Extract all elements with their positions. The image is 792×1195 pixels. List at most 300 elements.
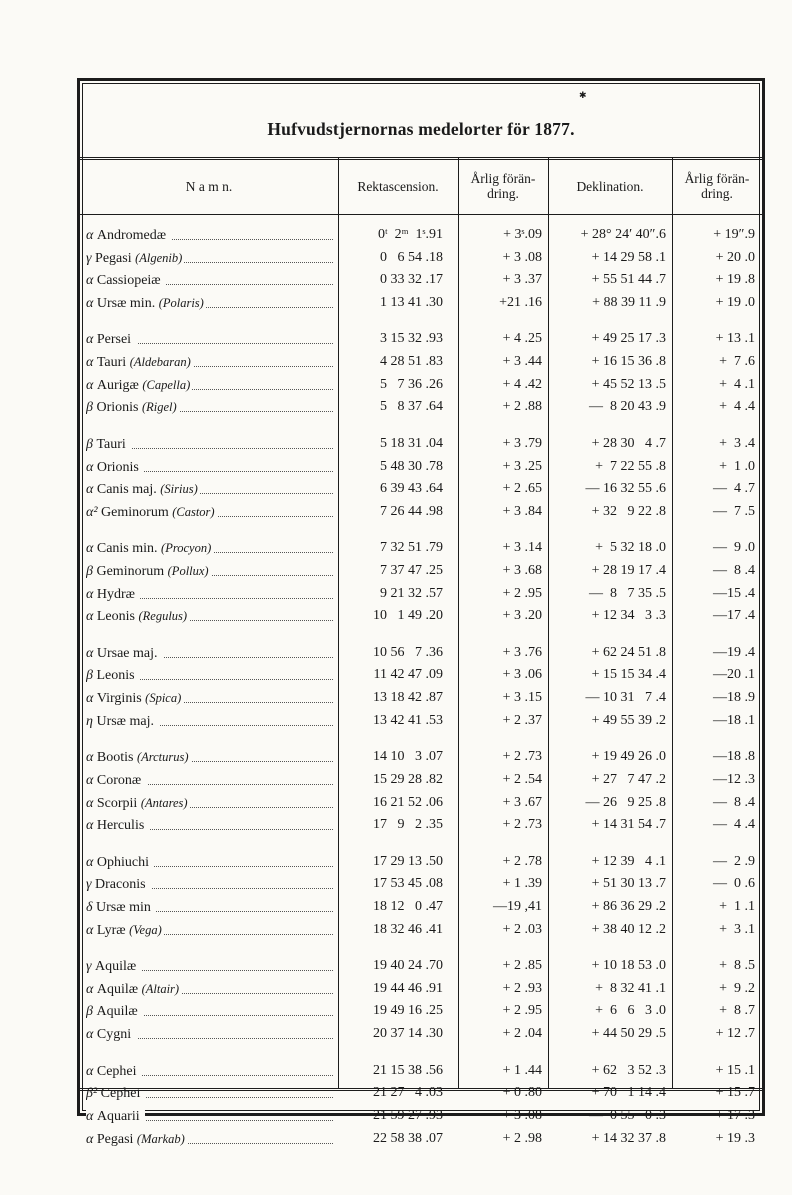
declination: + 19 49 26 .0 [591,749,666,765]
annual-change-ra: + 3 .20 [502,608,542,624]
right-ascension: 1 13 41 .30 [380,294,443,310]
proper-name: (Sirius) [160,482,198,497]
right-ascension: 18 12 0 .47 [373,899,443,914]
header-change-ra [458,158,548,214]
star-name-text [86,378,192,393]
annual-change-ra: + 1 .39 [502,876,542,892]
column-header-row [80,158,762,215]
right-ascension: 20 37 14 .30 [373,1026,443,1042]
star-name-cell [86,1060,333,1084]
star-group [80,537,762,627]
annual-change-ra: + 2 .88 [502,399,542,415]
star-group [80,955,762,1045]
star-letter: β [86,436,93,452]
annual-change-ra: + 2 .98 [502,1130,542,1146]
constellation: Canis min. [96,541,158,557]
right-ascension: 6 39 43 .64 [380,481,443,497]
annual-change-dec: —12 .3 [713,771,755,787]
declination: + 28 19 17 .4 [591,563,666,578]
declination: + 32 9 22 .8 [591,503,666,519]
proper-name: (Capella) [142,377,191,392]
star-name-text [86,482,200,497]
constellation: Coronæ [96,772,142,788]
table-row [80,583,762,606]
table-row [80,247,762,270]
star-name-text [86,460,144,475]
proper-name: (Aldebaran) [129,355,191,370]
star-name-cell [86,873,333,897]
declination: + 62 3 52 .3 [591,1062,666,1078]
star-name-cell [86,664,333,688]
declination: + 15 15 34 .4 [591,667,666,683]
right-ascension: 14 10 3 .07 [373,749,443,765]
star-letter: α [86,377,94,393]
table-row [80,351,762,374]
table-row [80,456,762,479]
constellation: Cassiopeiæ [96,273,161,289]
table-row [80,919,762,942]
table-row [80,687,762,710]
table-frame [77,78,765,1147]
right-ascension: 13 18 42 .87 [373,690,443,706]
right-ascension: 19 40 24 .70 [373,958,443,974]
star-group [80,851,762,941]
bottom-rule [80,1088,762,1113]
star-name-text [86,251,184,266]
declination: + 55 51 44 .7 [591,272,666,288]
right-ascension: 7 32 51 .79 [380,540,443,556]
declination: + 16 15 36 .8 [591,354,666,370]
constellation: Lyræ [96,922,126,938]
annual-change-dec: + 19″.9 [713,227,755,242]
annual-change-ra: + 3 .84 [502,503,542,519]
annual-change-dec: — 8 .4 [713,563,755,578]
declination: + 88 39 11 .9 [592,294,666,310]
star-name-text [86,668,140,683]
annual-change-dec: + 4 .1 [719,376,755,392]
annual-change-ra: + 3 .76 [502,644,542,660]
declination: + 14 31 54 .7 [591,817,666,833]
annual-change-ra: + 3 .79 [502,435,542,451]
right-ascension: 11 42 47 .09 [373,667,443,683]
star-name-cell [86,560,333,584]
right-ascension: 19 44 46 .91 [373,980,443,996]
star-name-cell [86,605,333,629]
star-name-text [86,982,181,997]
constellation: Ursæ min. [96,295,156,311]
star-name-cell [86,456,333,480]
right-ascension: 21 59 27 .93 [373,1107,443,1123]
star-name-text [86,714,160,729]
star-name-cell [86,955,333,979]
declination: + 38 40 12 .2 [591,921,666,937]
star-letter: β [86,1004,93,1020]
proper-name: (Altair) [141,981,180,996]
star-name-cell [86,224,333,248]
constellation: Ursae maj. [96,645,158,661]
annual-change-ra: + 3 .67 [502,794,542,810]
proper-name: (Regulus) [138,609,188,624]
constellation: Ursæ min [96,900,151,915]
table-row [80,396,762,419]
star-name-cell [86,851,333,875]
declination: — 0 55 0 .3 [589,1107,666,1123]
star-group [80,224,762,314]
annual-change-ra: + 2 .95 [502,585,542,601]
right-ascension: 3 15 32 .93 [380,331,443,347]
star-name-text [86,228,172,243]
annual-change-dec: + 20 .0 [715,249,755,265]
star-name-cell [86,269,333,293]
constellation: Leonis [96,609,135,625]
annual-change-ra: + 2 .54 [502,771,542,787]
star-name-text [86,296,206,311]
table-row [80,1128,762,1151]
star-letter: α [86,228,94,243]
star-letter: β [86,564,93,579]
annual-change-ra: + 2 .65 [502,481,542,497]
constellation: Virginis [96,691,142,707]
constellation: Herculis [96,818,145,834]
table-row [80,769,762,792]
header-change-dec [672,158,762,214]
constellation: Hydræ [96,586,135,602]
annual-change-ra: + 2 .95 [502,1003,542,1019]
proper-name: (Castor) [172,504,215,519]
star-group [80,746,762,836]
declination: — 16 32 55 .6 [585,481,666,497]
table-row [80,792,762,815]
annual-change-dec: —17 .4 [713,608,755,624]
header-change-dec-line2: dring. [701,186,733,201]
constellation: Tauri [96,436,126,452]
star-letter: α [86,818,94,834]
table-row [80,328,762,351]
star-name-text [86,900,156,915]
star-name-text [86,796,190,811]
star-name-cell [86,1000,333,1024]
star-name-cell [86,537,333,561]
right-ascension: 7 37 47 .25 [380,563,443,578]
declination: — 8 20 43 .9 [589,399,666,415]
declination: + 70 1 14 .4 [591,1085,666,1101]
star-name-cell [86,642,333,666]
header-name: N a m n. [185,178,233,194]
star-name-text [86,877,151,892]
page-title: Hufvudstjernornas medelorter för 1877. [267,119,575,139]
right-ascension: 21 27 4 .03 [373,1085,443,1101]
annual-change-dec: + 15 .7 [715,1085,755,1101]
title-row [80,81,762,160]
table-row [80,873,762,896]
star-letter: α [86,795,94,811]
annual-change-dec: — 2 .9 [713,853,755,869]
constellation: Ursæ maj. [96,713,155,729]
constellation: Aquarii [96,1108,140,1124]
annual-change-dec: + 7 .6 [719,354,755,370]
star-name-text [86,355,193,370]
right-ascension: 18 32 46 .41 [373,921,443,937]
star-name-cell [86,1128,333,1152]
star-letter: α² [86,504,98,520]
star-name-text [86,1064,142,1079]
star-letter: δ [86,900,93,915]
annual-change-dec: + 12 .7 [715,1026,755,1042]
star-name-cell [86,478,333,502]
annual-change-dec: + 3 .1 [719,921,755,937]
star-letter: γ [86,959,92,975]
table-row [80,292,762,315]
star-letter: γ [86,877,92,893]
annual-change-ra: + 2 .85 [502,958,542,974]
constellation: Cephei [100,1086,141,1102]
right-ascension: 22 58 38 .07 [373,1130,443,1146]
proper-name: (Markab) [136,1131,185,1146]
constellation: Canis maj. [96,482,157,498]
declination: + 14 32 37 .8 [591,1130,666,1146]
table-row [80,478,762,501]
star-name-text [86,332,137,347]
table-row [80,642,762,665]
star-name-cell [86,351,333,375]
annual-change-ra: + 3 .44 [502,354,542,370]
star-letter: β [86,668,93,684]
proper-name: (Algenib) [135,250,183,265]
annual-change-ra: + 3 .06 [502,667,542,683]
annual-change-dec: — 8 .4 [713,794,755,810]
annual-change-ra: + 3 .37 [502,272,542,288]
table-row [80,851,762,874]
table-row [80,433,762,456]
star-group [80,433,762,523]
table-row [80,710,762,733]
star-letter: α [86,1063,94,1079]
table-row [80,955,762,978]
right-ascension: 5 18 31 .04 [380,435,443,451]
star-letter: α [86,854,94,870]
annual-change-dec: + 13 .1 [715,331,755,347]
proper-name: (Pollux) [167,564,209,578]
star-name-cell [86,583,333,607]
table-row [80,605,762,628]
annual-change-dec: + 9 .2 [719,980,755,996]
star-letter: γ [86,250,92,266]
annual-change-dec: + 8 .7 [719,1003,755,1019]
star-letter: β² [86,1086,98,1102]
table-row [80,537,762,560]
constellation: Geminorum [96,564,165,579]
star-name-cell [86,919,333,943]
right-ascension: 5 7 36 .26 [380,376,443,392]
right-ascension: 17 29 13 .50 [373,853,443,869]
constellation: Aurigæ [96,377,139,393]
annual-change-dec: — 0 .6 [713,876,755,892]
declination: + 12 39 4 .1 [591,853,666,869]
table-row [80,978,762,1001]
table-row [80,374,762,397]
star-name-cell [86,792,333,816]
declination: — 8 7 35 .5 [589,585,666,601]
header-change-dec-line1: Årlig förän- [684,171,750,186]
constellation: Orionis [96,400,139,416]
annual-change-dec: + 3 .4 [719,435,755,451]
constellation: Pegasi [96,1131,134,1147]
ornament-icon: ✱ [579,91,587,101]
constellation: Geminorum [101,504,169,520]
annual-change-ra: + 2 .78 [502,853,542,869]
annual-change-dec: — 7 .5 [713,503,755,519]
constellation: Cephei [96,1063,137,1079]
star-letter: α [86,482,94,498]
star-name-text [86,959,142,974]
star-name-cell [86,396,333,420]
right-ascension: 5 8 37 .64 [380,399,443,415]
star-letter: α [86,1131,94,1147]
star-letter: α [86,772,94,788]
right-ascension: 0 33 32 .17 [380,272,443,288]
annual-change-ra: + 3 .08 [502,1107,542,1123]
annual-change-ra: + 4 .25 [502,331,542,347]
annual-change-dec: + 17 .3 [715,1107,755,1123]
annual-change-ra: + 3ˢ.09 [503,227,542,242]
star-name-text [86,923,164,938]
star-name-text [86,646,163,661]
annual-change-dec: + 4 .4 [719,399,755,415]
star-letter: α [86,609,94,625]
star-name-cell [86,328,333,352]
star-name-text [86,1027,137,1042]
header-change-ra-line2: dring. [487,186,519,201]
table-row [80,1000,762,1023]
proper-name: (Arcturus) [136,750,189,765]
star-letter: α [86,645,94,661]
constellation: Andromedæ [96,228,167,243]
annual-change-dec: — 4 .4 [713,817,755,833]
star-name-text [86,505,217,520]
annual-change-dec: — 4 .7 [713,481,755,497]
star-name-cell [86,896,333,920]
star-name-text [86,609,189,624]
annual-change-ra: + 2 .03 [502,921,542,937]
star-name-text [86,587,140,602]
star-name-cell [86,1023,333,1047]
declination: + 45 52 13 .5 [591,376,666,392]
annual-change-dec: + 1 .0 [719,458,755,474]
star-name-text [86,564,211,579]
constellation: Ophiuchi [96,854,149,870]
star-name-text [86,855,154,870]
declination: — 26 9 25 .8 [585,794,666,810]
star-name-cell [86,292,333,316]
header-ra: Rektascension. [357,178,439,194]
table-row [80,1060,762,1083]
annual-change-ra: + 3 .14 [502,540,542,556]
table-row [80,269,762,292]
right-ascension: 0ᵗ 2ᵐ 1ˢ.91 [378,227,443,242]
declination: + 28° 24′ 40″.6 [580,227,666,242]
annual-change-ra: +21 .16 [499,294,542,310]
star-name-cell [86,710,333,734]
star-name-text [86,1132,187,1147]
annual-change-ra: —19 ,41 [493,899,542,914]
declination: + 8 32 41 .1 [595,980,666,996]
declination: + 51 30 13 .7 [591,876,666,892]
proper-name: (Vega) [129,922,162,937]
star-name-cell [86,433,333,457]
annual-change-ra: + 2 .73 [502,749,542,765]
declination: + 44 50 29 .5 [591,1026,666,1042]
annual-change-ra: + 2 .73 [502,817,542,833]
table-row [80,814,762,837]
declination: + 62 24 51 .8 [591,644,666,660]
right-ascension: 10 1 49 .20 [373,608,443,624]
declination: + 49 25 17 .3 [591,331,666,347]
constellation: Persei [96,332,132,348]
star-letter: α [86,922,94,938]
annual-change-dec: —20 .1 [713,667,755,683]
star-letter: β [86,400,93,416]
star-name-text [86,273,166,288]
right-ascension: 17 53 45 .08 [373,876,443,892]
star-letter: α [86,1108,94,1124]
declination: + 12 34 3 .3 [591,608,666,624]
annual-change-dec: + 19 .0 [715,294,755,310]
star-name-text [86,541,213,556]
star-letter: α [86,273,94,289]
table-row [80,1023,762,1046]
star-letter: α [86,332,94,348]
star-letter: α [86,750,94,766]
annual-change-ra: + 2 .93 [502,980,542,996]
star-name-text [86,691,183,706]
annual-change-ra: + 2 .37 [502,712,542,728]
star-letter: α [86,295,94,311]
star-name-cell [86,501,333,525]
declination: — 10 31 7 .4 [585,690,666,706]
right-ascension: 13 42 41 .53 [373,712,443,728]
table-row [80,560,762,583]
right-ascension: 16 21 52 .06 [373,794,443,810]
right-ascension: 19 49 16 .25 [373,1003,443,1019]
table-row [80,664,762,687]
constellation: Scorpii [96,795,138,811]
annual-change-ra: + 0 .80 [502,1085,542,1101]
proper-name: (Antares) [140,795,188,810]
annual-change-dec: + 19 .8 [715,272,755,288]
star-letter: α [86,981,94,997]
declination: + 86 36 29 .2 [591,899,666,914]
table-row [80,896,762,919]
right-ascension: 4 28 51 .83 [380,354,443,370]
declination: + 5 32 18 .0 [595,540,666,556]
star-name-cell [86,247,333,271]
proper-name: (Procyon) [161,541,212,556]
declination: + 28 30 4 .7 [591,435,666,451]
star-name-text [86,437,131,452]
annual-change-dec: —18 .9 [713,690,755,706]
star-name-cell [86,746,333,770]
right-ascension: 7 26 44 .98 [380,503,443,519]
header-dec: Deklination. [576,178,644,194]
star-letter: α [86,355,94,371]
constellation: Leonis [96,668,135,684]
right-ascension: 9 21 32 .57 [380,585,443,601]
annual-change-ra: + 3 .68 [502,563,542,578]
star-name-cell [86,374,333,398]
constellation: Orionis [96,459,139,475]
star-letter: α [86,459,94,475]
declination: + 49 55 39 .2 [591,712,666,728]
